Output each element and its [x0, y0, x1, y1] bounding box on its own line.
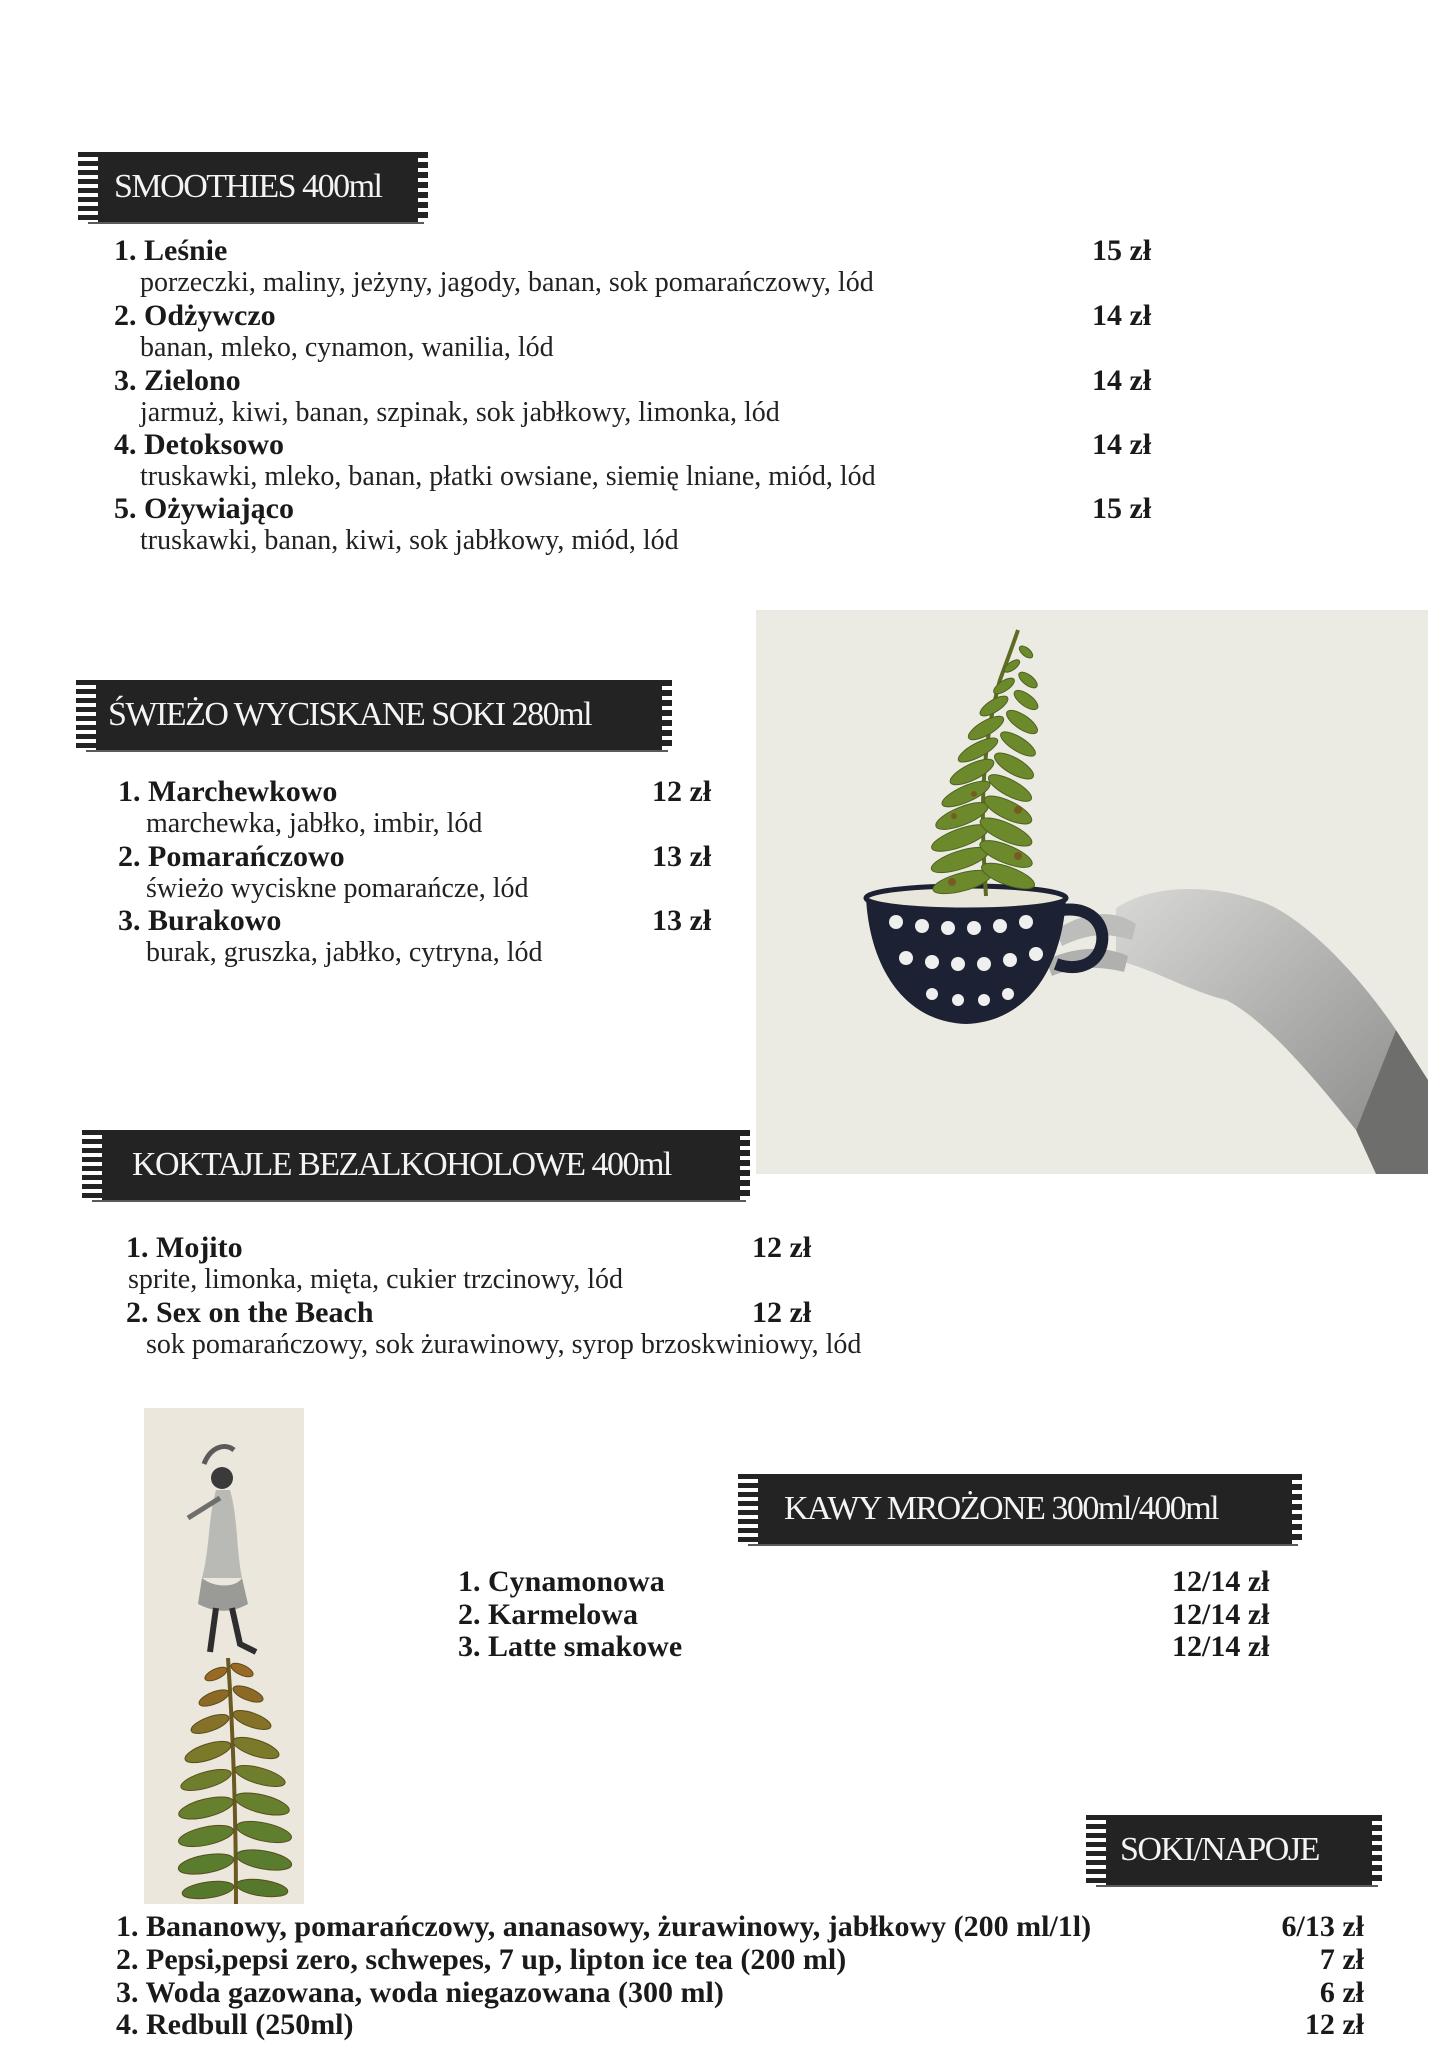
item-description: sok pomarańczowy, sok żurawinowy, syrop brzoskwiniowy, lód [146, 1329, 862, 1360]
item-name: 1. Mojito [126, 1231, 243, 1264]
section-header-cocktails [90, 1130, 744, 1200]
dancer-fern-photo [144, 1408, 304, 1904]
item-name: 5. Ożywiająco [114, 492, 294, 525]
section-header-drinks [1094, 1815, 1376, 1885]
section-title: KAWY MROŻONE 300ml/400ml [784, 1490, 1219, 1527]
fern-teacup-illustration [756, 610, 1428, 1174]
item-name: 2. Pomarańczowo [118, 840, 345, 873]
dancer-fern-illustration [144, 1408, 304, 1904]
section-title: KOKTAJLE BEZALKOHOLOWE 400ml [132, 1146, 671, 1183]
item-description: porzeczki, maliny, jeżyny, jagody, banan, sok pomarańczowy, lód [140, 267, 874, 298]
section-title: ŚWIEŻO WYCISKANE SOKI 280ml [108, 696, 592, 733]
item-price: 12 zł [1304, 2008, 1364, 2041]
item-description: burak, gruszka, jabłko, cytryna, lód [146, 937, 543, 968]
item-name: 3. Latte smakowe [458, 1630, 683, 1663]
item-description: truskawki, mleko, banan, płatki owsiane, siemię lniane, miód, lód [140, 461, 876, 492]
section-header-smoothies [86, 152, 422, 222]
item-price: 12 zł [752, 1231, 812, 1264]
item-name: 4. Detoksowo [114, 428, 284, 461]
fern-teacup-photo [756, 610, 1428, 1174]
item-description: truskawki, banan, kiwi, sok jabłkowy, miód, lód [140, 525, 679, 556]
item-name: 4. Redbull (250ml) [116, 2008, 354, 2041]
item-description: marchewka, jabłko, imbir, lód [146, 808, 483, 839]
item-price: 13 zł [652, 840, 712, 873]
item-description: banan, mleko, cynamon, wanilia, lód [140, 332, 554, 363]
item-description: świeżo wyciskne pomarańcze, lód [146, 873, 529, 904]
item-name: 2. Odżywczo [114, 299, 276, 332]
item-price: 12/14 zł [1172, 1565, 1270, 1598]
item-name: 1. Cynamonowa [458, 1565, 665, 1598]
section-title: SMOOTHIES 400ml [114, 168, 382, 205]
section-title: SOKI/NAPOJE [1120, 1831, 1319, 1868]
item-name: 2. Pepsi,pepsi zero, schwepes, 7 up, lipton ice tea (200 ml) [116, 1943, 847, 1976]
item-price: 7 zł [1319, 1943, 1364, 1976]
item-name: 3. Zielono [114, 364, 241, 397]
item-name: 3. Burakowo [118, 904, 282, 937]
item-name: 1. Bananowy, pomarańczowy, ananasowy, żurawinowy, jabłkowy (200 ml/1l) [116, 1910, 1092, 1943]
item-price: 14 zł [1092, 299, 1152, 332]
item-description: sprite, limonka, mięta, cukier trzcinowy, lód [128, 1264, 624, 1295]
item-name: 1. Marchewkowo [118, 775, 338, 808]
item-price: 12 zł [752, 1296, 812, 1329]
item-price: 15 zł [1092, 234, 1152, 267]
item-price: 6/13 zł [1281, 1910, 1364, 1943]
item-price: 14 zł [1092, 428, 1152, 461]
section-header-fresh-juices [84, 680, 666, 750]
item-price: 15 zł [1092, 492, 1152, 525]
item-name: 1. Leśnie [114, 234, 228, 267]
item-price: 12/14 zł [1172, 1598, 1270, 1631]
item-price: 12/14 zł [1172, 1630, 1270, 1663]
item-price: 14 zł [1092, 364, 1152, 397]
item-name: 3. Woda gazowana, woda niegazowana (300 ml) [116, 1976, 724, 2009]
section-header-iced-coffee [746, 1474, 1296, 1544]
item-name: 2. Karmelowa [458, 1598, 638, 1631]
item-price: 13 zł [652, 904, 712, 937]
item-price: 6 zł [1319, 1976, 1364, 2009]
item-name: 2. Sex on the Beach [126, 1296, 374, 1329]
item-price: 12 zł [652, 775, 712, 808]
item-description: jarmuż, kiwi, banan, szpinak, sok jabłkowy, limonka, lód [140, 397, 780, 428]
